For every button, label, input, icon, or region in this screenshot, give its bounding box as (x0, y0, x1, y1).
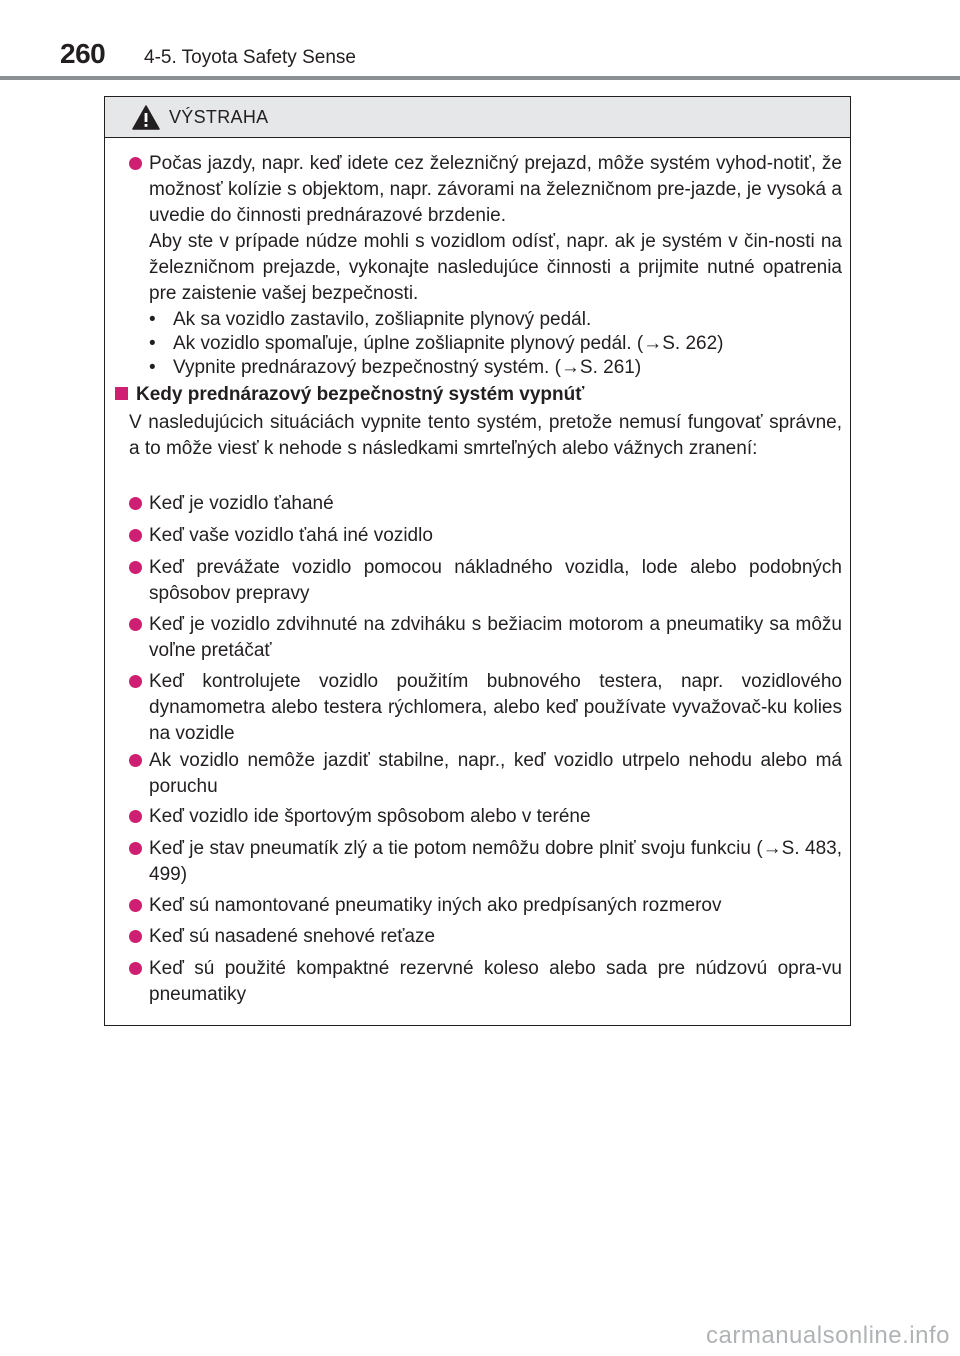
condition-text: Keď prevážate vozidlo pomocou nákladného vozidla, lode alebo podobných spôsobov prepravy (149, 557, 842, 604)
condition-item (129, 669, 842, 747)
bullet-dot-icon (129, 899, 142, 912)
heading-body: V nasledujúcich situáciách vypnite tento systém, pretože nemusí fungovať správne, a to môže viesť k nehode s následkami smrteľných alebo vážnych zranení: (129, 412, 842, 459)
bullet-dot-icon (129, 157, 142, 170)
sub-item-text: Ak vozidlo spomaľuje, úplne zošliapnite plynový pedál. (→S. 262) (173, 333, 724, 354)
page-number: 260 (60, 38, 106, 69)
bullet-dot-icon (129, 529, 142, 542)
condition-text: Keď vaše vozidlo ťahá iné vozidlo (149, 525, 433, 546)
heading-square-icon (115, 387, 128, 400)
bullet-dot-icon (129, 962, 142, 975)
sub-item: • Vypnite prednárazový bezpečnostný systém. (→S. 261) (149, 357, 642, 378)
condition-text: Keď je vozidlo ťahané (149, 493, 334, 514)
condition-item (129, 956, 842, 1008)
condition-item (129, 893, 842, 919)
watermark: carmanualsonline.info (706, 1322, 950, 1349)
sub-item: • Ak sa vozidlo zastavilo, zošliapnite plynový pedál. (149, 309, 592, 330)
condition-text: Keď je vozidlo zdvihnuté na zdviháku s bežiacim motorom a pneumatiky sa môžu voľne pretáčať (149, 614, 842, 661)
bullet-dot-icon (129, 930, 142, 943)
condition-text: Ak vozidlo nemôže jazdiť stabilne, napr., keď vozidlo utrpelo nehodu alebo má poruchu (149, 750, 842, 797)
intro-bullet (129, 151, 842, 229)
bullet-dot-icon (129, 561, 142, 574)
bullet-dot-icon (129, 675, 142, 688)
condition-item (129, 924, 842, 950)
sub-item-text: Ak sa vozidlo zastavilo, zošliapnite plynový pedál. (173, 309, 592, 330)
condition-item (129, 804, 842, 830)
condition-item (129, 836, 842, 888)
condition-item (129, 523, 842, 549)
condition-item (129, 612, 842, 664)
page-header (0, 0, 960, 80)
warning-box (104, 96, 851, 1026)
condition-text: Keď kontrolujete vozidlo použitím bubnového testera, napr. vozidlového dynamometra alebo testera rýchlomera, alebo keď používate vyvažovač-ku kolies na vozidle (149, 671, 842, 744)
bullet-dot-icon (129, 497, 142, 510)
intro-text: Počas jazdy, napr. keď idete cez železničný prejazd, môže systém vyhod-notiť, že možnosť kolízie s objektom, napr. závorami na železničnom pre-jazde, je vysoká a uvedie do činnosti prednárazové brzdenie. (149, 153, 842, 226)
condition-text: Keď sú použité kompaktné rezervné koleso alebo sada pre núdzovú opra-vu pneumatiky (149, 958, 842, 1005)
warning-title: VÝSTRAHA (169, 107, 269, 127)
bullet-dot-icon (129, 842, 142, 855)
bullet-dot-icon (129, 618, 142, 631)
condition-text: Keď je stav pneumatík zlý a tie potom nemôžu dobre plniť svoju funkciu (→S. 483, 499) (149, 838, 842, 885)
header-rule (0, 76, 960, 80)
condition-item (129, 491, 842, 517)
bullet-dot-icon (129, 810, 142, 823)
warning-header (105, 97, 850, 138)
section-title: 4-5. Toyota Safety Sense (144, 47, 356, 68)
section-heading (115, 382, 842, 408)
condition-text: Keď sú namontované pneumatiky iných ako predpísaných rozmerov (149, 895, 722, 916)
bullet-dot-icon (129, 754, 142, 767)
condition-item (129, 555, 842, 607)
sub-item: • Ak vozidlo spomaľuje, úplne zošliapnite plynový pedál. (→S. 262) (149, 333, 724, 354)
intro-continuation: Aby ste v prípade núdze mohli s vozidlom odísť, napr. ak je systém v čin-nosti na železničnom prejazde, vykonajte nasledujúce činnosti a prijmite nutné opatrenia pre zaistenie vašej bezpečnosti. (149, 231, 842, 304)
condition-item (129, 748, 842, 800)
warning-triangle-icon (132, 105, 160, 130)
condition-text: Keď sú nasadené snehové reťaze (149, 926, 436, 947)
condition-text: Keď vozidlo ide športovým spôsobom alebo v teréne (149, 806, 591, 827)
heading-text: Kedy prednárazový bezpečnostný systém vypnúť (136, 384, 585, 405)
sub-item-text: Vypnite prednárazový bezpečnostný systém. (→S. 261) (173, 357, 642, 378)
